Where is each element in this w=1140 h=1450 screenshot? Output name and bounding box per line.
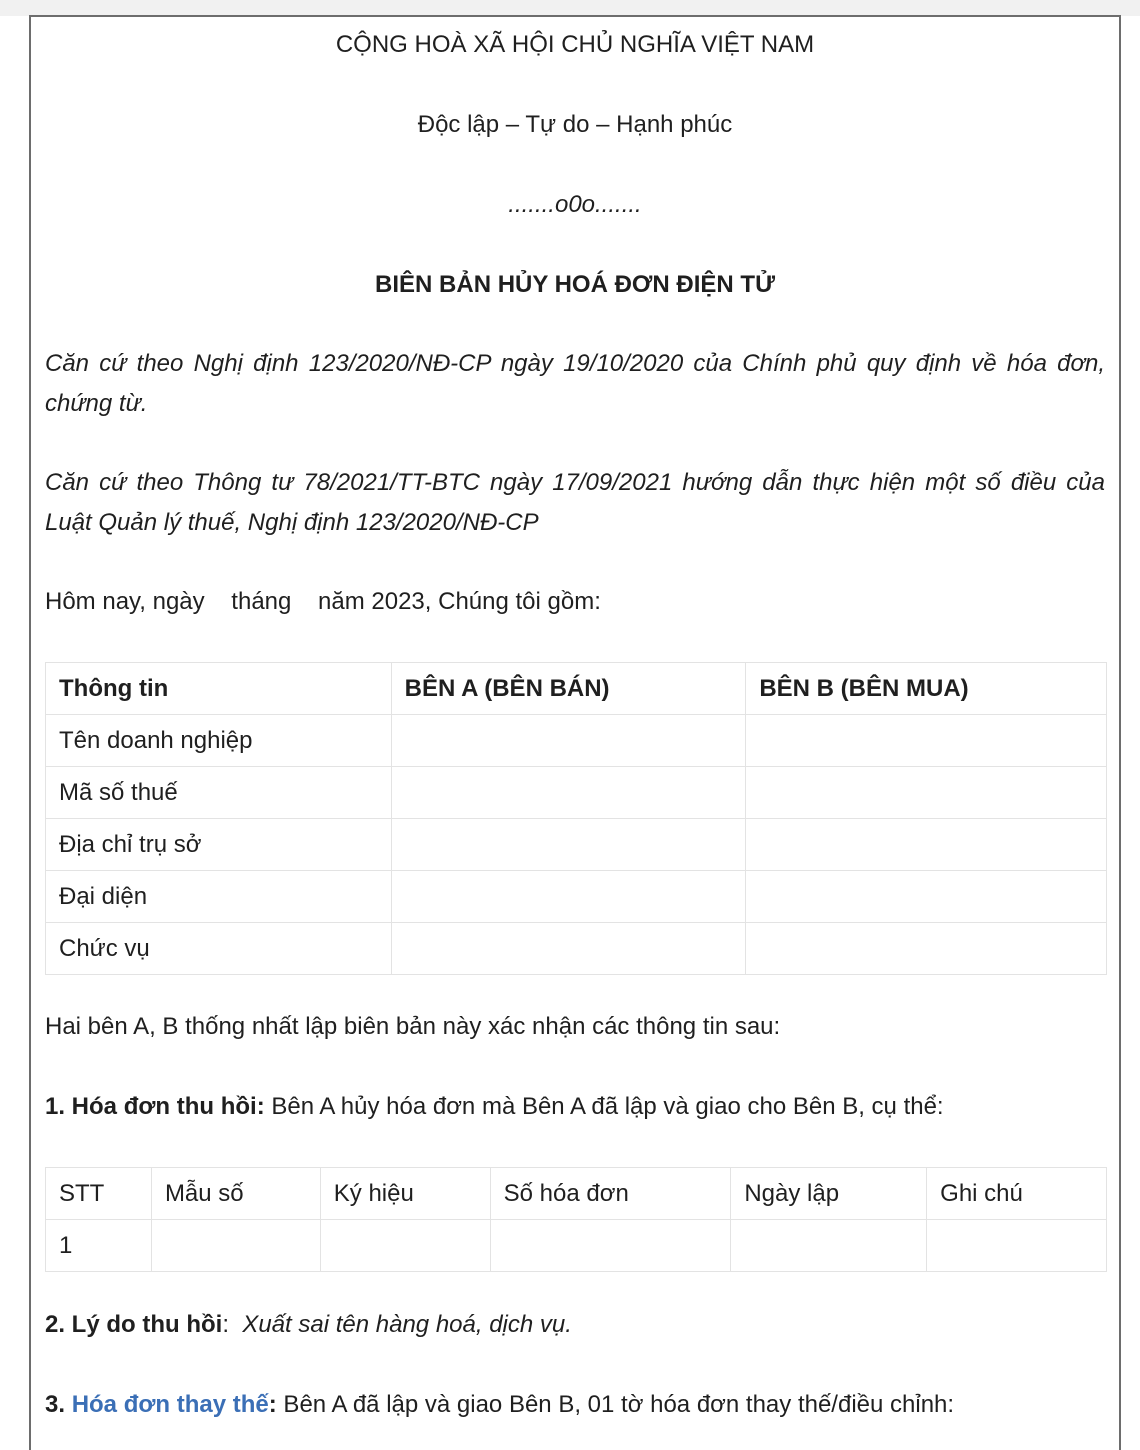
row-label: Chức vụ: [46, 923, 392, 975]
table-cell[interactable]: [391, 767, 746, 819]
section-2-label: 2. Lý do thu hồi: [45, 1311, 223, 1338]
table-cell[interactable]: [746, 767, 1107, 819]
table-row: [46, 923, 1107, 975]
table-cell[interactable]: [927, 1220, 1107, 1272]
header-cell: BÊN B (BÊN MUA): [746, 663, 1107, 715]
section-2-text: Xuất sai tên hàng hoá, dịch vụ.: [242, 1311, 572, 1338]
section-3-text: Bên A đã lập và giao Bên B, 01 tờ hóa đơn thay thế/điều chỉnh:: [276, 1391, 955, 1418]
row-label: Mã số thuế: [46, 767, 392, 819]
document-title: BIÊN BẢN HỦY HOÁ ĐƠN ĐIỆN TỬ: [375, 271, 775, 298]
header-cell: Ký hiệu: [320, 1168, 490, 1220]
row-label: Tên doanh nghiệp: [46, 715, 392, 767]
table-row: [46, 715, 1107, 767]
header-cell: Ghi chú: [927, 1168, 1107, 1220]
motto: Độc lập – Tự do – Hạnh phúc: [417, 111, 733, 138]
table-cell[interactable]: [731, 1220, 927, 1272]
section-1-text: Bên A hủy hóa đơn mà Bên A đã lập và giao cho Bên B, cụ thể:: [264, 1093, 944, 1120]
table-cell[interactable]: [151, 1220, 320, 1272]
legal-basis-2: Căn cứ theo Thông tư 78/2021/TT-BTC ngày 17/09/2021 hướng dẫn thực hiện một số điều của Luật Quản lý thuế, Nghị định 123/2020/NĐ-CP: [45, 469, 1105, 536]
table-header-row: [46, 663, 1107, 715]
row-label: Đại diện: [46, 871, 392, 923]
section-2-colon: :: [222, 1311, 243, 1338]
today-line: Hôm nay, ngày tháng năm 2023, Chúng tôi gồm:: [45, 588, 601, 615]
header-cell: Ngày lập: [731, 1168, 927, 1220]
top-bar: [0, 0, 1140, 16]
replacement-invoice-link[interactable]: Hóa đơn thay thế: [71, 1391, 269, 1418]
section-3: [45, 1385, 1105, 1425]
header-cell: Số hóa đơn: [490, 1168, 731, 1220]
document-page: [29, 15, 1121, 1450]
table-row: [46, 1220, 1107, 1272]
header-cell: Thông tin: [46, 663, 392, 715]
table-row: [46, 871, 1107, 923]
party-info-table: [45, 662, 1107, 975]
header-cell: STT: [46, 1168, 152, 1220]
table-row: [46, 819, 1107, 871]
invoice-table: [45, 1167, 1107, 1272]
section-3-colon: :: [268, 1391, 277, 1418]
table-cell: 1: [46, 1220, 152, 1272]
section-3-number: 3.: [45, 1391, 72, 1418]
decoration-divider: .......o0o.......: [508, 191, 642, 218]
table-cell[interactable]: [391, 819, 746, 871]
table-cell[interactable]: [391, 923, 746, 975]
table-cell[interactable]: [391, 871, 746, 923]
table-row: [46, 767, 1107, 819]
table-cell[interactable]: [746, 923, 1107, 975]
table-cell[interactable]: [391, 715, 746, 767]
table-header-row: [46, 1168, 1107, 1220]
table-cell[interactable]: [746, 871, 1107, 923]
table-cell[interactable]: [320, 1220, 490, 1272]
section-1: [45, 1087, 1105, 1127]
agreement-text: Hai bên A, B thống nhất lập biên bản này xác nhận các thông tin sau:: [45, 1013, 781, 1040]
table-cell[interactable]: [746, 715, 1107, 767]
header-cell: BÊN A (BÊN BÁN): [391, 663, 746, 715]
section-2: [45, 1305, 1105, 1345]
nation-heading: CỘNG HOÀ XÃ HỘI CHỦ NGHĨA VIỆT NAM: [335, 31, 815, 58]
row-label: Địa chỉ trụ sở: [46, 819, 392, 871]
legal-basis-1: Căn cứ theo Nghị định 123/2020/NĐ-CP ngày 19/10/2020 của Chính phủ quy định về hóa đơn, chứng từ.: [45, 350, 1105, 417]
header-cell: Mẫu số: [151, 1168, 320, 1220]
section-1-label: 1. Hóa đơn thu hồi:: [45, 1093, 265, 1120]
table-cell[interactable]: [746, 819, 1107, 871]
table-cell[interactable]: [490, 1220, 731, 1272]
